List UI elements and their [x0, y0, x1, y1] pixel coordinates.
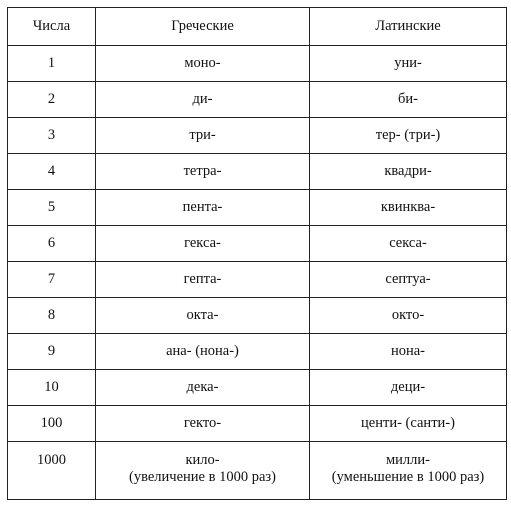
cell-latin: септуа-	[310, 262, 507, 298]
header-greek: Греческие	[96, 8, 310, 46]
cell-greek	[96, 442, 310, 500]
cell-latin: окто-	[310, 298, 507, 334]
cell-greek: гепта-	[96, 262, 310, 298]
table-row	[8, 118, 507, 154]
cell-number: 10	[8, 370, 96, 406]
cell-latin: уни-	[310, 46, 507, 82]
cell-greek-note: (увеличение в 1000 раз)	[129, 469, 276, 485]
cell-number: 4	[8, 154, 96, 190]
cell-greek: тетра-	[96, 154, 310, 190]
header-latin: Латинские	[310, 8, 507, 46]
table-row	[8, 370, 507, 406]
cell-latin: нона-	[310, 334, 507, 370]
number-prefix-table	[7, 7, 507, 500]
cell-number: 1	[8, 46, 96, 82]
cell-number: 5	[8, 190, 96, 226]
cell-greek: пента-	[96, 190, 310, 226]
cell-latin: тер- (три-)	[310, 118, 507, 154]
cell-number: 9	[8, 334, 96, 370]
cell-greek: гекса-	[96, 226, 310, 262]
cell-number: 3	[8, 118, 96, 154]
cell-greek: гекто-	[96, 406, 310, 442]
cell-greek: ди-	[96, 82, 310, 118]
table-row	[8, 262, 507, 298]
header-numbers: Числа	[8, 8, 96, 46]
cell-number: 100	[8, 406, 96, 442]
prefix-table-container	[7, 7, 506, 500]
table-row	[8, 154, 507, 190]
cell-latin: центи- (санти-)	[310, 406, 507, 442]
table-row	[8, 82, 507, 118]
table-row	[8, 226, 507, 262]
cell-latin: квадри-	[310, 154, 507, 190]
cell-greek: три-	[96, 118, 310, 154]
cell-greek: моно-	[96, 46, 310, 82]
cell-latin	[310, 442, 507, 500]
table-row	[8, 442, 507, 500]
cell-latin: би-	[310, 82, 507, 118]
table-row	[8, 298, 507, 334]
cell-greek: ана- (нона-)	[96, 334, 310, 370]
cell-number: 7	[8, 262, 96, 298]
cell-greek-prefix: кило-	[185, 452, 220, 468]
cell-number: 1000	[8, 442, 96, 500]
cell-number: 8	[8, 298, 96, 334]
cell-greek: окта-	[96, 298, 310, 334]
cell-number: 6	[8, 226, 96, 262]
table-row	[8, 334, 507, 370]
cell-latin: деци-	[310, 370, 507, 406]
cell-number: 2	[8, 82, 96, 118]
table-row	[8, 406, 507, 442]
table-header-row	[8, 8, 507, 46]
table-row	[8, 46, 507, 82]
cell-greek: дека-	[96, 370, 310, 406]
cell-latin: секса-	[310, 226, 507, 262]
table-row	[8, 190, 507, 226]
cell-latin: квинква-	[310, 190, 507, 226]
cell-latin-prefix: милли-	[386, 452, 430, 468]
cell-latin-note: (уменьшение в 1000 раз)	[331, 469, 485, 485]
